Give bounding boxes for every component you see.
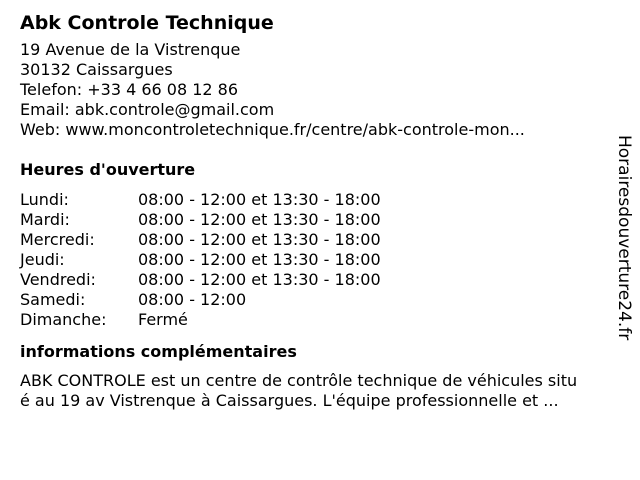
hours-row-tuesday: [20, 210, 610, 230]
info-line: é au 19 av Vistrenque à Caissargues. L'équipe professionnelle et ...: [20, 391, 559, 410]
additional-info-heading: informations complémentaires: [20, 342, 297, 361]
hours-row-thursday: [20, 250, 610, 270]
time-range: Fermé: [138, 310, 188, 329]
time-range: 08:00 - 12:00 et 13:30 - 18:00: [138, 210, 381, 229]
hours-row-saturday: [20, 290, 610, 310]
opening-hours-list: [20, 190, 610, 330]
hours-row-monday: [20, 190, 610, 210]
info-line: ABK CONTROLE est un centre de contrôle technique de véhicules situ: [20, 371, 578, 390]
business-card: [20, 10, 610, 411]
time-range: 08:00 - 12:00 et 13:30 - 18:00: [138, 270, 381, 289]
website-text: Web: www.moncontroletechnique.fr/centre/abk-controle-mon...: [20, 120, 525, 139]
day-label: Mercredi:: [20, 230, 95, 249]
day-label: Dimanche:: [20, 310, 107, 329]
day-label: Mardi:: [20, 210, 70, 229]
email-text: Email: abk.controle@gmail.com: [20, 100, 275, 119]
time-range: 08:00 - 12:00 et 13:30 - 18:00: [138, 190, 381, 209]
opening-hours-heading: Heures d'ouverture: [20, 160, 196, 179]
address-street: 19 Avenue de la Vistrenque: [20, 40, 241, 59]
day-label: Samedi:: [20, 290, 86, 309]
phone-text: Telefon: +33 4 66 08 12 86: [20, 80, 239, 99]
time-range: 08:00 - 12:00 et 13:30 - 18:00: [138, 250, 381, 269]
day-label: Jeudi:: [20, 250, 65, 269]
day-label: Lundi:: [20, 190, 69, 209]
time-range: 08:00 - 12:00: [138, 290, 247, 309]
address-city: 30132 Caissargues: [20, 60, 173, 79]
additional-info-text: [20, 371, 610, 411]
hours-row-friday: [20, 270, 610, 290]
site-watermark: Horairesdouverture24.fr: [614, 135, 634, 341]
hours-row-sunday: [20, 310, 610, 330]
business-name: Abk Controle Technique: [20, 12, 274, 34]
time-range: 08:00 - 12:00 et 13:30 - 18:00: [138, 230, 381, 249]
hours-row-wednesday: [20, 230, 610, 250]
day-label: Vendredi:: [20, 270, 96, 289]
contact-block: [20, 40, 610, 140]
